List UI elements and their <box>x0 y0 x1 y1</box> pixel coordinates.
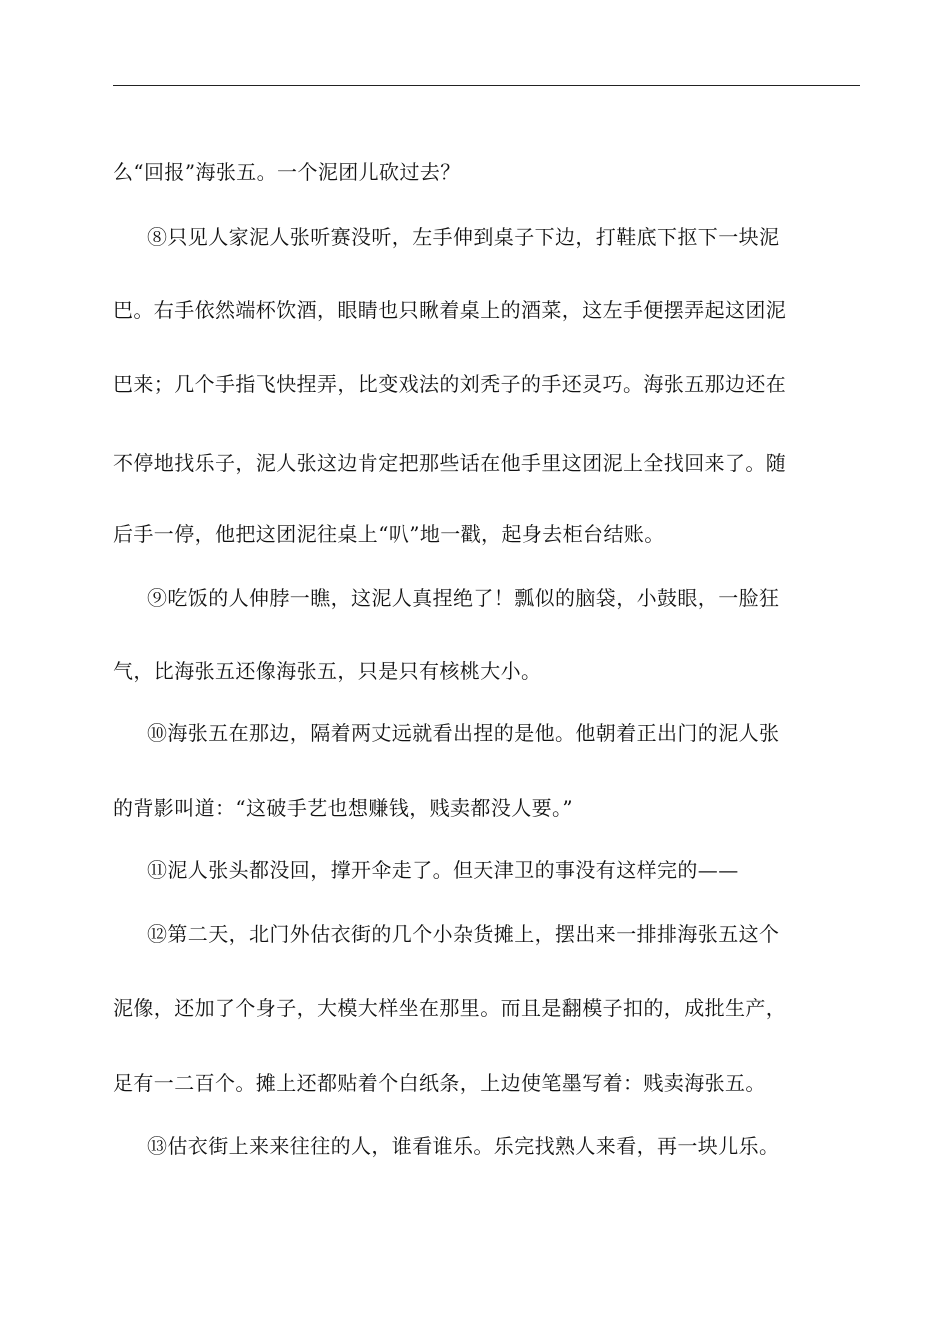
paragraph-8-start: ⑧只见人家泥人张听赛没听，左手伸到桌子下边，打鞋底下抠下一块泥 <box>147 225 780 249</box>
paragraph-11: ⑪泥人张头都没回，撑开伞走了。但天津卫的事没有这样完的—— <box>147 858 739 882</box>
text-line: 不停地找乐子，泥人张这边肯定把那些话在他手里这团泥上全找回来了。随 <box>113 451 787 475</box>
text-line: 么“回报”海张五。一个泥团儿砍过去？ <box>113 160 461 184</box>
text-line: 足有一二百个。摊上还都贴着个白纸条，上边使笔墨写着：贱卖海张五。 <box>113 1071 766 1095</box>
text-line: 气，比海张五还像海张五，只是只有核桃大小。 <box>113 659 542 683</box>
paragraph-10-start: ⑩海张五在那边，隔着两丈远就看出捏的是他。他朝着正出门的泥人张 <box>147 721 780 745</box>
header-rule <box>113 85 860 86</box>
text-line: 后手一停，他把这团泥往桌上“叭”地一戳，起身去柜台结账。 <box>113 522 665 546</box>
text-line: 巴来；几个手指飞快捏弄，比变戏法的刘秃子的手还灵巧。海张五那边还在 <box>113 372 787 396</box>
paragraph-9-start: ⑨吃饭的人伸脖一瞧，这泥人真捏绝了！瓢似的脑袋，小鼓眼，一脸狂 <box>147 586 780 610</box>
text-line: 的背影叫道：“这破手艺也想赚钱，贱卖都没人要。” <box>113 796 574 820</box>
paragraph-12-start: ⑫第二天，北门外估衣街的几个小杂货摊上，摆出来一排排海张五这个 <box>147 922 780 946</box>
text-line: 泥像，还加了个身子，大模大样坐在那里。而且是翻模子扣的，成批生产， <box>113 996 787 1020</box>
paragraph-13: ⑬估衣街上来来往往的人，谁看谁乐。乐完找熟人来看，再一块儿乐。 <box>147 1134 780 1158</box>
text-line: 巴。右手依然端杯饮酒，眼睛也只瞅着桌上的酒菜，这左手便摆弄起这团泥 <box>113 298 787 322</box>
